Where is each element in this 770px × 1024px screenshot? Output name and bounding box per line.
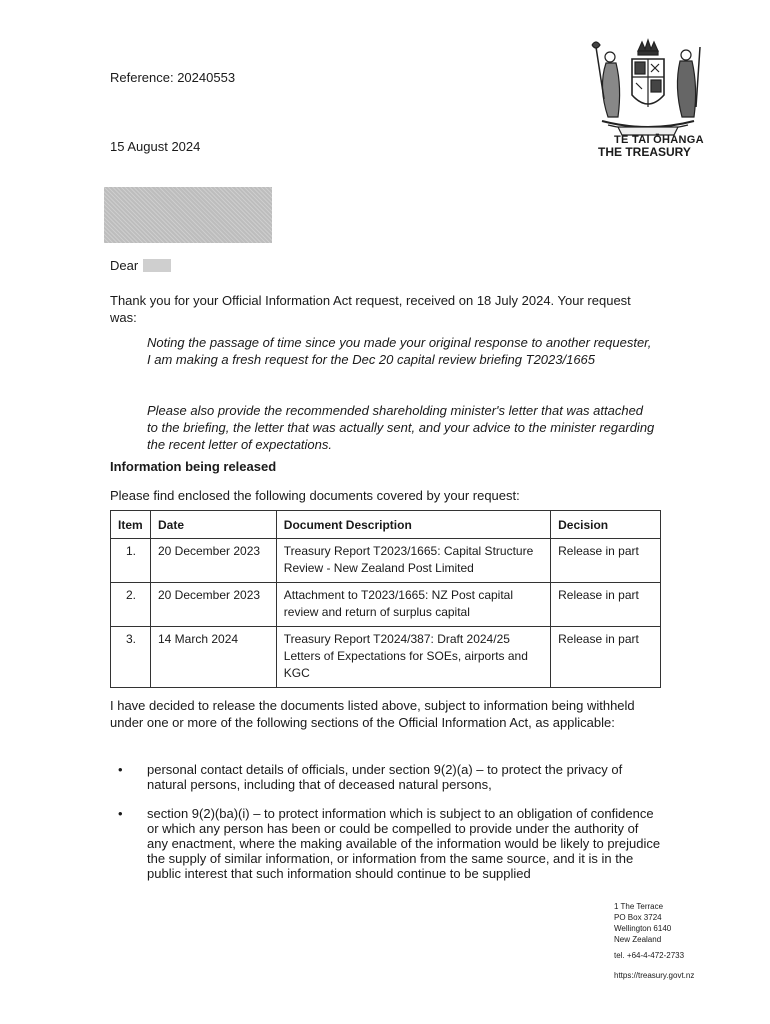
- footer-contact: [614, 901, 694, 981]
- table-row: [111, 583, 661, 627]
- reference-line: Reference: 20240553: [110, 70, 236, 85]
- bullet-item: section 9(2)(ba)(i) – to protect information which is subject to an obligation of confidence or which any person has been or could be compelled to provide under the authority of any enactment, where the making available of the information would be likely to prejudice the supply of similar information, or information from the same source, and it is in the public interest that such information should continue to be supplied: [147, 806, 661, 881]
- footer-address-line: Wellington 6140: [614, 924, 672, 933]
- section-heading: Information being released: [110, 459, 277, 474]
- column-header: Document Description: [276, 511, 550, 539]
- footer-telephone: tel. +64-4-472-2733: [614, 951, 685, 960]
- table-row: [111, 539, 661, 583]
- column-header: Date: [150, 511, 276, 539]
- enclosed-paragraph: Please find enclosed the following documents covered by your request:: [110, 488, 520, 503]
- letter-date: 15 August 2024: [110, 139, 201, 154]
- salutation-text: Dear: [110, 258, 139, 273]
- decision-cell: Release in part: [551, 539, 661, 583]
- description-cell: Treasury Report T2024/387: Draft 2024/25 Letters of Expectations for SOEs, airports and KGC: [276, 627, 550, 688]
- logo-maori-name: TE TAI ŌHANGA: [614, 134, 704, 146]
- decision-cell: Release in part: [551, 583, 661, 627]
- item-cell: 2.: [111, 583, 151, 627]
- documents-table: [110, 510, 661, 688]
- intro-paragraph: Thank you for your Official Information Act request, received on 18 July 2024. Your request was:: [110, 293, 631, 325]
- salutation: [110, 258, 171, 273]
- table-row: [111, 627, 661, 688]
- date-cell: 20 December 2023: [150, 583, 276, 627]
- bullet-item: personal contact details of officials, under section 9(2)(a) – to protect the privacy of natural persons, including that of deceased natural persons,: [147, 762, 623, 792]
- description-cell: Treasury Report T2023/1665: Capital Structure Review - New Zealand Post Limited: [276, 539, 550, 583]
- decision-paragraph: I have decided to release the documents listed above, subject to information being withheld under one or more of the following sections of the Official Information Act, as applicable:: [110, 698, 635, 730]
- item-cell: 3.: [111, 627, 151, 688]
- column-header: Item: [111, 511, 151, 539]
- table-header-row: [111, 511, 661, 539]
- redacted-address-block: [104, 187, 272, 243]
- footer-address-line: New Zealand: [614, 935, 662, 944]
- footer-address-line: 1 The Terrace: [614, 902, 664, 911]
- request-quote: Please also provide the recommended shareholding minister's letter that was attached to the briefing, the letter that was actually sent, and your advice to the minister regarding the recent letter of expectations.: [147, 403, 655, 452]
- redacted-name: [143, 259, 171, 272]
- footer-address-line: PO Box 3724: [614, 913, 662, 922]
- description-cell: Attachment to T2023/1665: NZ Post capital review and return of surplus capital: [276, 583, 550, 627]
- decision-cell: Release in part: [551, 627, 661, 688]
- date-cell: 20 December 2023: [150, 539, 276, 583]
- item-cell: 1.: [111, 539, 151, 583]
- logo-english-name: THE TREASURY: [598, 145, 691, 159]
- request-quote: Noting the passage of time since you made your original response to another requester, I am making a fresh request for the Dec 20 capital review briefing T2023/1665: [147, 335, 652, 367]
- date-cell: 14 March 2024: [150, 627, 276, 688]
- footer-website: https://treasury.govt.nz: [614, 971, 695, 980]
- bullet-marker: •: [118, 806, 123, 821]
- column-header: Decision: [551, 511, 661, 539]
- bullet-marker: •: [118, 762, 123, 777]
